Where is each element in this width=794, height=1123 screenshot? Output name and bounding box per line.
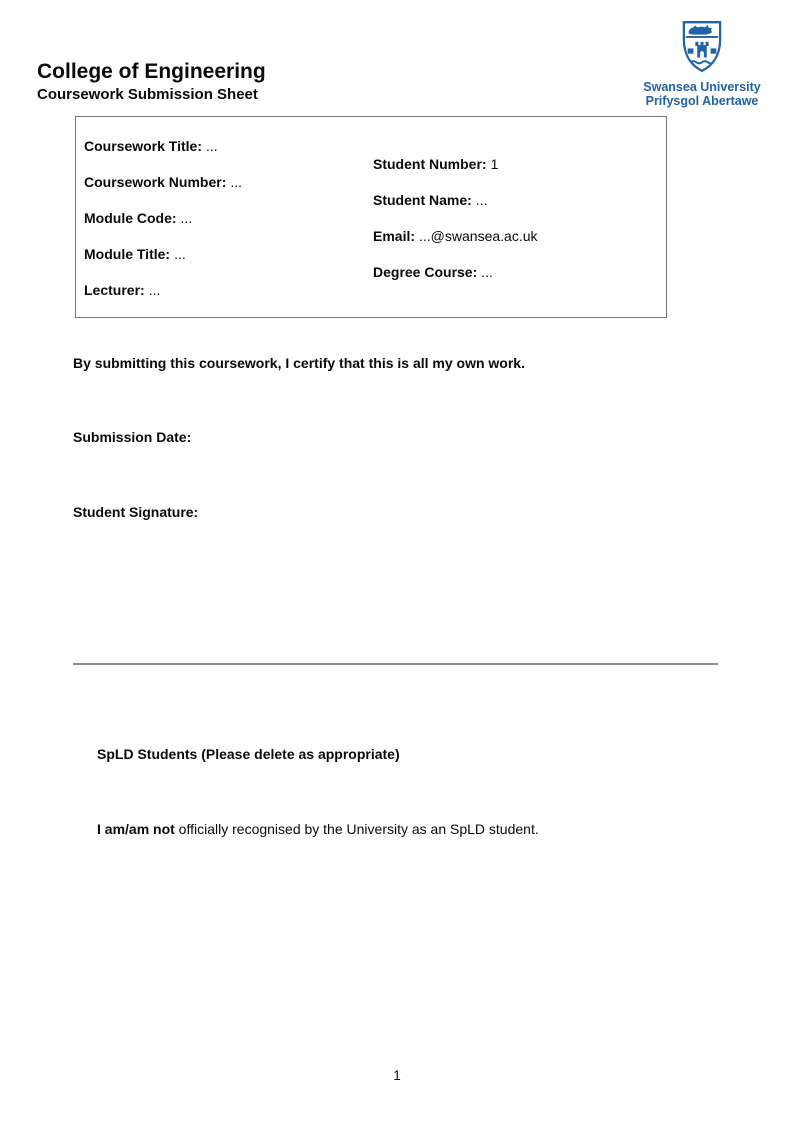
- field-label: Module Code:: [84, 210, 177, 226]
- section-divider: [73, 663, 718, 665]
- spld-heading: SpLD Students (Please delete as appropriate): [97, 746, 400, 762]
- field-coursework-title: [84, 139, 218, 154]
- spld-statement-rest: officially recognised by the University as an SpLD student.: [174, 821, 539, 837]
- document-subtitle: Coursework Submission Sheet: [37, 86, 258, 103]
- field-label: Coursework Title:: [84, 138, 202, 154]
- field-label: Student Number:: [373, 156, 487, 172]
- field-value: ...@swansea.ac.uk: [419, 228, 538, 244]
- header: [37, 60, 266, 103]
- field-email: [373, 229, 538, 244]
- field-lecturer: [84, 283, 160, 298]
- field-label: Module Title:: [84, 246, 171, 262]
- college-title: College of Engineering: [37, 60, 266, 83]
- swansea-university-crest-icon: [681, 20, 723, 79]
- student-signature-label: Student Signature:: [73, 504, 199, 520]
- logo-text: [643, 81, 760, 108]
- logo-name-english: Swansea University: [643, 80, 761, 94]
- field-student-name: [373, 193, 487, 208]
- certification-statement: By submitting this coursework, I certify that this is all my own work.: [73, 355, 525, 371]
- field-label: Lecturer:: [84, 282, 145, 298]
- field-value: ...: [174, 246, 186, 262]
- logo-name-welsh: Prifysgol Abertawe: [645, 93, 759, 108]
- spld-statement: [97, 821, 539, 837]
- field-value: ...: [481, 264, 493, 280]
- coursework-details-box: [75, 116, 667, 318]
- field-module-code: [84, 211, 192, 226]
- field-value: 1: [490, 156, 499, 172]
- field-degree-course: [373, 265, 493, 280]
- field-value: ...: [230, 174, 243, 190]
- submission-date-label: Submission Date:: [73, 429, 192, 445]
- field-module-title: [84, 247, 186, 262]
- spld-choice: I am/am not: [97, 821, 175, 837]
- field-label: Student Name:: [373, 192, 472, 208]
- field-label: Coursework Number:: [84, 174, 227, 190]
- field-value: ...: [475, 192, 488, 208]
- field-student-number: [373, 157, 498, 172]
- field-value: ...: [148, 282, 161, 298]
- field-coursework-number: [84, 175, 242, 190]
- field-label: Degree Course:: [373, 264, 478, 280]
- field-value: ...: [206, 138, 218, 154]
- field-value: ...: [180, 210, 193, 226]
- swansea-university-logo: [640, 20, 764, 108]
- field-label: Email:: [373, 228, 416, 244]
- page-number: 1: [393, 1068, 401, 1083]
